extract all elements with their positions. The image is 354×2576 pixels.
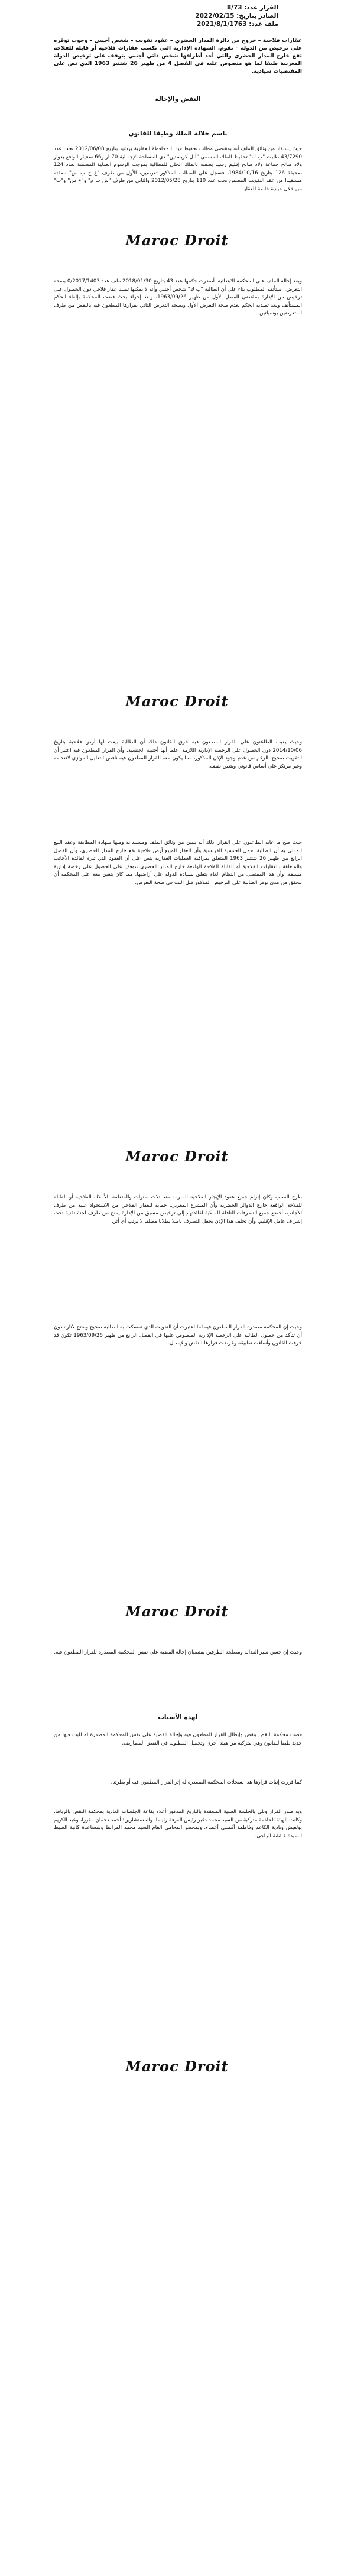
issued-date: الصادر بتاريخ: 2022/02/15: [195, 12, 278, 20]
watermark-logo: Maroc Droit: [125, 2058, 229, 2075]
decision-header: [83, 4, 278, 28]
paragraph-procedure: وبعد إحالة الملف على المحكمة الابتدائية، أصدرت حكمها عدد 43 بتاريخ 2018/01/30 ملف عدد 0/2017/1403 بصحة التعرض، استأنفه المطلوب بناء على أن الطالبة "ب ك" شخص أجنبي وأنه لا يمكنها تملك عقار فلاحي دون الحصول على ترخيص من الإدارة بمقتضى الفصل الأول من ظهير 1963/09/26، وبعد إجراء بحث قضت المحكمة بإلغاء الحكم المستأنف وبعد تصديه الحكم بعدم صحة التعرض الأول وبصحة التعرض الثاني بقرارها المطعون فيه بالنقض من طرف المتعرضين بوسيلتين.: [54, 278, 303, 317]
watermark-logo: Maroc Droit: [125, 1148, 229, 1165]
paragraph-ruling: قضت محكمة النقض بنقض وإبطال القرار المطعون فيه وإحالة القضية على نفس المحكمة المصدرة له للبت فيها من جديد طبقا للقانون وهي متركبة من هيئة أخرى وتحميل المطلوبة في النقض المصاريف.: [54, 1732, 302, 1746]
paragraph-reasoning: حيث صح ما عابه الطاعنون على القرار، ذلك أنه يتبين من وثائق الملف ومستنداته ومنها شهادة المطابقة وعقد البيع المدلى به أن الطالبة تحمل الجنسية الفرنسية وأن العقار المبيع أرض فلاحية تقع خارج المدار الحضري، وأن الفصل الرابع من ظهير 26 شتنبر 1963 المتعلق بمراقبة العمليات العقارية ينص على أن العقود التي تبرم لفائدة الأجانب والمتعلقة بالعقارات الفلاحية أو القابلة للفلاحة الواقعة خارج المدار الحضري تتوقف على الحصول على رخصة إدارية مسبقة، وأن هذا المقتضى من النظام العام يتعلق بسيادة الدولة على أراضيها، مما كان يتعين معه على المحكمة أن تتحقق من مدى توفر الطالبة على الترخيص المذكور قبل البت في صحة التعرض.: [54, 840, 302, 886]
paragraph-analysis: طرح السبب وكان إنزام جميع عقود الإيجار الفلاحية المبرمة منذ ثلاث سنوات والمتعلقة بالأملاك الفلاحية أو القابلة للفلاحة الواقعة خارج الدوائر الحضرية وأن المشرع المغربي، حماية للعقار الفلاحي من الاستحواذ عليه من طرف الأجانب، أخضع جميع التصرفات الناقلة للملكية لفائدتهم إلى ترخيص مسبق من الإدارة يمنح من طرف لجنة تقنية تحت إشراف عامل الإقليم، وأن تخلف هذا الإذن يجعل التصرف باطلا بطلانا مطلقا لا يرتب أي أثر.: [54, 1194, 302, 1224]
paragraph-record: كما قررت إثبات قرارها هذا بسجلات المحكمة المصدرة له إثر القرار المطعون فيه أو بطرته.: [111, 1779, 302, 1785]
watermark-logo: Maroc Droit: [125, 1603, 229, 1620]
section-reject-title: النقض والإحالة: [155, 96, 201, 103]
paragraph-grounds: وحيث يعيب الطاعنون على القرار المطعون فيه خرق القانون ذلك أن الطالبة بيعت لها أرض فلاحية بتاريخ 2014/10/06 دون الحصول على الرخصة الإدارية اللازمة، علما أنها أجنبية الجنسية، وأن القرار المطعون فيه اعتبر أن التفويت صحيح بالرغم من عدم وجود الإذن المذكور، مما يكون معه القرار المطعون فيه ناقص التعليل الموازي لانعدامه وغير مرتكز على أساس قانوني ويتعين نقضه.: [54, 739, 302, 769]
decision-number: القرار عدد: 8/73: [226, 4, 278, 11]
paragraph-facts: حيث يستفاد من وثائق الملف أنه بمقتضى مطلب تحفيظ قيد بالمحافظة العقارية برشيد بتاريخ 2012/06/08 تحت عدد 43/7290 طلبت "ب ك" تحفيظ الملك المسمى "أ ل كريستين" ذي المساحة الإجمالية 70 آر و66 سنتيار الواقع بدوار ولاد صالح جماعة ولاد صالح إقليم رشيد بصفته بالملك الحلي للمطالبة بموجب الرسوم العدلية المضمنة بعدد 124 صحيفة 126 بتاريخ 1984/10/16، فسجل على المطلب المذكور تعرضين، الأول من طرف "ع ج ب س" بصفته مستفيدا من عقد التفويت المضمن تحت عدد 110 بتاريخ 2012/05/28 والثاني من طرف "ش ب م" و"خ س" و"ب" من خلال حيازة خاصة للعقار.: [54, 146, 303, 192]
watermark-logo: Maroc Droit: [125, 232, 229, 249]
paragraph-conclusion: وحيث إن المحكمة مصدرة القرار المطعون فيه لما اعتبرت أن التفويت الذي تمسكت به الطالبة صحيح ومنتج لآثاره دون أن تتأكد من حصول الطالبة على الرخصة الإدارية المنصوص عليها في الفصل الرابع من ظهير 1963/09/26 تكون قد خرقت القانون وأساءت تطبيقه وعرضت قرارها للنقض والإبطال.: [54, 1324, 302, 1347]
section-royal-title: باسم جلالة الملك وطبقا للقانون: [128, 130, 228, 137]
case-number: ملف عدد: 2021/8/1/1763: [196, 21, 278, 28]
paragraph-panel: وبه صدر القرار وتلي بالجلسة العلنية المنعقدة بالتاريخ المذكور أعلاه بقاعة الجلسات العادية بمحكمة النقض بالرباط، وكانت الهيئة الحاكمة متركبة من السيد محمد دغبر رئيس الغرفة رئيسا، والمستشارين: أحمد دحمان مقررا، وعبد الكريم بولعيش ونادية الكاعم وفاطمة أقصبي أعضاء، وبمحضر المحامي العام السيد محمد المرابط وبمساعدة كاتبة الضبط السيدة عائشة الراجي.: [54, 1809, 302, 1839]
headline-summary: عقارات فلاحية – خروج من دائرة المدار الحضري – عقود تفويت – شخص أجنبي – وجوب توقره على ترخيص من الدولة – تقوم. الشهادة الإدارية التي تكسب عقارات فلاحية أو قابلة للفلاحة تقع خارج المدار الحضري والتي أحد أطرافها شخص ذاتي أجنبي يتوقف على ترخيص الدولة المغربية طبقا لما هو منصوص عليه في الفصل 4 من ظهير 26 شتنبر 1963 الذي نص على المقتضيات سيادية.: [54, 37, 302, 74]
reasons-title: لهذه الأسباب: [158, 1714, 198, 1721]
paragraph-referral: وحيث إن حسن سير العدالة ومصلحة الطرفين يقتضيان إحالة القضية على نفس المحكمة المصدرة للقرار المطعون فيه.: [54, 1649, 302, 1655]
watermark-logo: Maroc Droit: [125, 693, 229, 710]
